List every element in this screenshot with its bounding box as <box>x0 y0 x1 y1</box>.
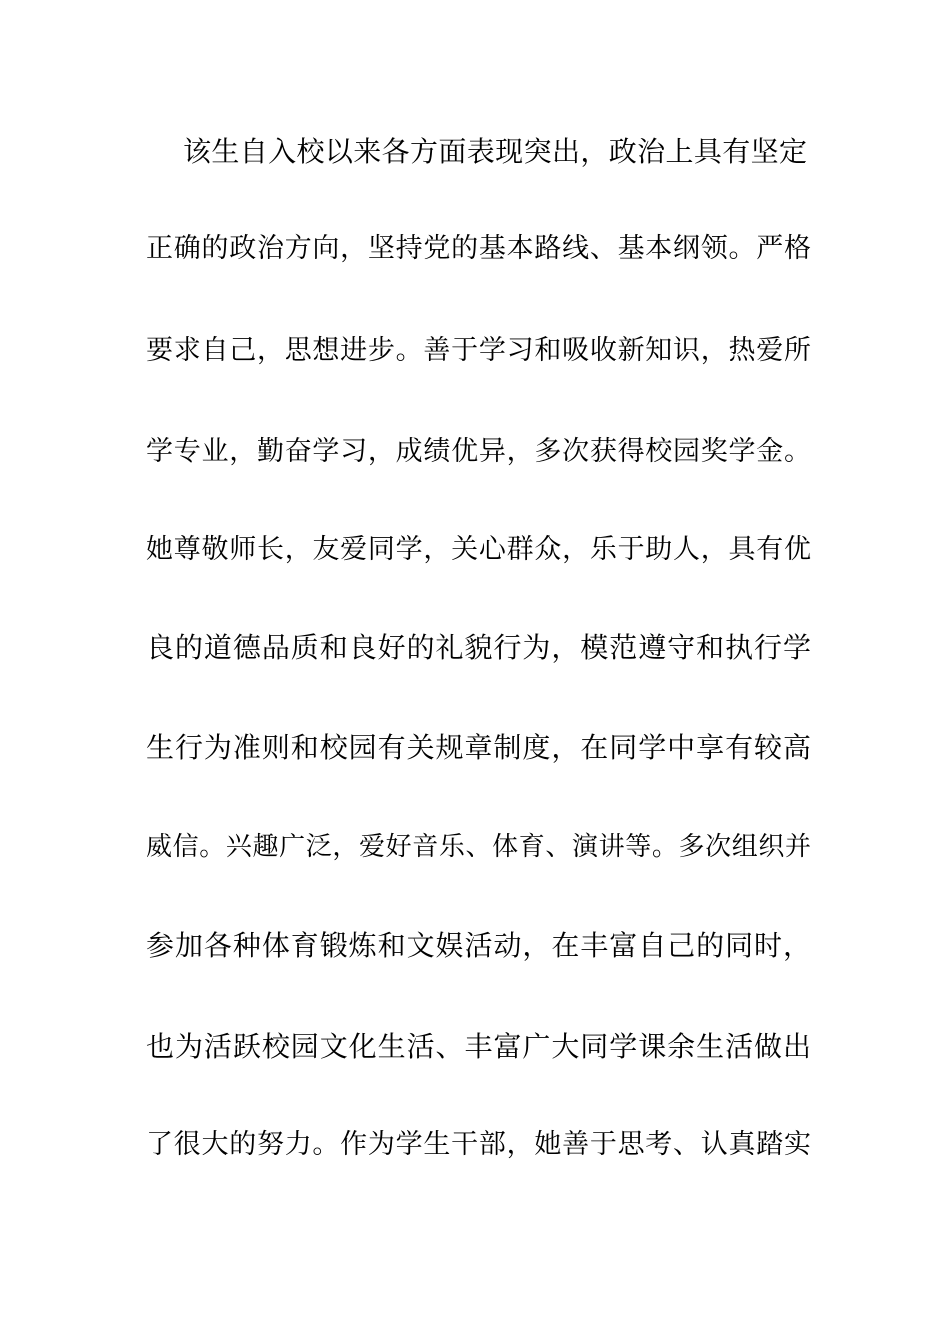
paragraph-line-4: 学专业，勤奋学习，成绩优异，多次获得校园奖学金。 <box>146 436 811 467</box>
paragraph-line-8: 威信。兴趣广泛，爱好音乐、体育、演讲等。多次组织并 <box>146 832 811 862</box>
paragraph-line-11: 了很大的努力。作为学生干部，她善于思考、认真踏实 <box>146 1129 811 1160</box>
paragraph-line-2: 正确的政治方向，坚持党的基本路线、基本纲领。严格 <box>146 233 811 264</box>
paragraph-line-9: 参加各种体育锻炼和文娱活动，在丰富自己的同时， <box>146 929 811 962</box>
paragraph-line-1: 该生自入校以来各方面表现突出，政治上具有坚定 <box>183 135 807 168</box>
paragraph-line-3: 要求自己，思想进步。善于学习和吸收新知识，热爱所 <box>146 335 811 366</box>
paragraph-line-10: 也为活跃校园文化生活、丰富广大同学课余生活做出 <box>146 1030 811 1063</box>
paragraph-line-7: 生行为准则和校园有关规章制度，在同学中享有较高 <box>146 731 811 764</box>
paragraph-line-6: 良的道德品质和良好的礼貌行为，模范遵守和执行学 <box>146 631 811 664</box>
paragraph-line-5: 她尊敬师长，友爱同学，关心群众，乐于助人，具有优 <box>146 534 811 565</box>
